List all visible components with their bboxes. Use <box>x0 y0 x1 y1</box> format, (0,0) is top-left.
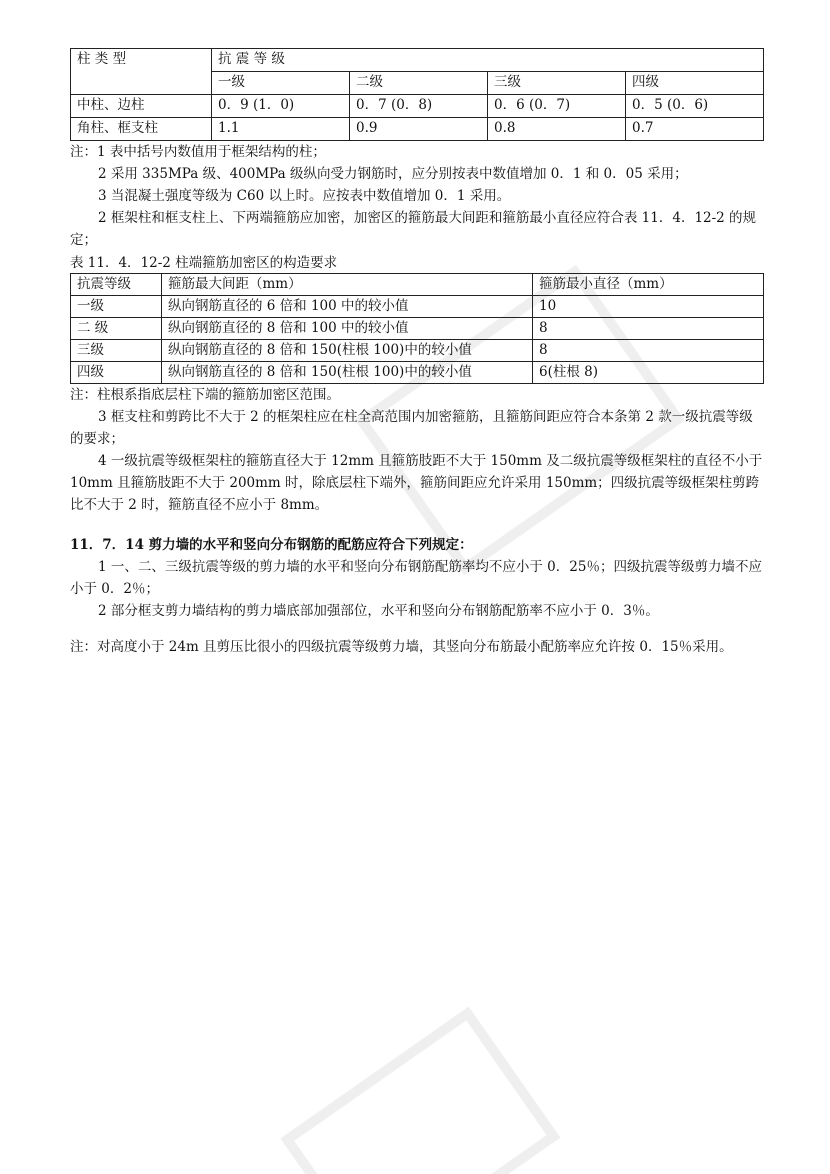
grade-header-1: 一级 <box>212 72 350 95</box>
column-type-header: 柱 类 型 <box>71 49 212 95</box>
section-paragraph-2: 2 部分框支剪力墙结构的剪力墙底部加强部位，水平和竖向分布钢筋配筋率不应小于 0．3％。 <box>98 603 659 619</box>
cell-diameter: 8 <box>533 340 764 362</box>
table-note: 注：柱根系指底层柱下端的箍筋加密区范围。 <box>70 387 340 403</box>
table-row <box>71 362 764 384</box>
paragraph-3: 3 框支柱和剪跨比不大于 2 的框架柱应在柱全高范围内加密箍筋，且箍筋间距应符合本条第 2 款一级抗震等级的要求； <box>70 409 753 447</box>
cell-spacing: 纵向钢筋直径的 8 倍和 150(柱根 100)中的较小值 <box>162 362 533 384</box>
cell-spacing: 纵向钢筋直径的 8 倍和 100 中的较小值 <box>162 318 533 340</box>
paragraph-2: 2 框架柱和框支柱上、下两端箍筋应加密，加密区的箍筋最大间距和箍筋最小直径应符合表 11．4．12-2 的规定； <box>70 210 757 248</box>
grade-header-3: 三级 <box>488 72 626 95</box>
paragraph-4: 4 一级抗震等级框架柱的箍筋直径大于 12mm 且箍筋肢距不大于 150mm 及二级抗震等级框架柱的直径不小于 10mm 且箍筋肢距不大于 200mm 时，除底层柱下端外，箍筋间距应允许采用 150mm；四级抗震等级框架柱剪跨比不大于 2 时，箍筋直径不应小于 8mm。 <box>70 453 763 513</box>
grade-header-4: 四级 <box>626 72 764 95</box>
cell-value: 0.9 <box>350 118 488 141</box>
seismic-grade-header: 抗 震 等 级 <box>212 49 764 72</box>
cell-value: 0．6 (0．7) <box>488 95 626 118</box>
cell-grade: 四级 <box>71 362 162 384</box>
note-2: 2 采用 335MPa 级、400MPa 级纵向受力钢筋时，应分别按表中数值增加 0．1 和 0．05 采用； <box>98 166 688 182</box>
table-row <box>71 95 764 118</box>
cell-value: 0．5 (0．6) <box>626 95 764 118</box>
note-1: 注：1 表中括号内数值用于框架结构的柱； <box>70 144 326 160</box>
table-row <box>71 340 764 362</box>
final-note: 注：对高度小于 24m 且剪压比很小的四级抗震等级剪力墙，其竖向分布筋最小配筋率应允许按 0．15％采用。 <box>70 639 733 655</box>
cell-diameter: 10 <box>533 296 764 318</box>
cell-value: 1.1 <box>212 118 350 141</box>
header-max-spacing: 箍筋最大间距（mm） <box>162 274 533 296</box>
cell-value: 0．7 (0．8) <box>350 95 488 118</box>
table-row <box>71 118 764 141</box>
table-row <box>71 296 764 318</box>
cell-spacing: 纵向钢筋直径的 6 倍和 100 中的较小值 <box>162 296 533 318</box>
cell-value: 0.7 <box>626 118 764 141</box>
cell-spacing: 纵向钢筋直径的 8 倍和 150(柱根 100)中的较小值 <box>162 340 533 362</box>
header-min-diameter: 箍筋最小直径（mm） <box>533 274 764 296</box>
cell-diameter: 6(柱根 8) <box>533 362 764 384</box>
cell-grade: 三级 <box>71 340 162 362</box>
cell-grade: 二 级 <box>71 318 162 340</box>
section-heading: 11．7．14 剪力墙的水平和竖向分布钢筋的配筋应符合下列规定： <box>70 537 473 553</box>
row-type: 中柱、边柱 <box>71 95 212 118</box>
cell-grade: 一级 <box>71 296 162 318</box>
table-row <box>71 318 764 340</box>
grade-header-2: 二级 <box>350 72 488 95</box>
section-paragraph-1: 1 一、二、三级抗震等级的剪力墙的水平和竖向分布钢筋配筋率均不应小于 0．25％；四级抗震等级剪力墙不应小于 0．2％； <box>70 559 762 597</box>
cell-diameter: 8 <box>533 318 764 340</box>
document-page <box>70 48 764 658</box>
seismic-coefficient-table <box>70 48 764 141</box>
cell-value: 0.8 <box>488 118 626 141</box>
stirrup-requirements-table <box>70 273 764 384</box>
note-3: 3 当混凝土强度等级为 C60 以上时。应按表中数值增加 0．1 采用。 <box>98 188 511 204</box>
row-type: 角柱、框支柱 <box>71 118 212 141</box>
header-seismic-grade: 抗震等级 <box>71 274 162 296</box>
table-caption: 表 11．4．12-2 柱端箍筋加密区的构造要求 <box>70 255 338 271</box>
cell-value: 0．9 (1．0) <box>212 95 350 118</box>
